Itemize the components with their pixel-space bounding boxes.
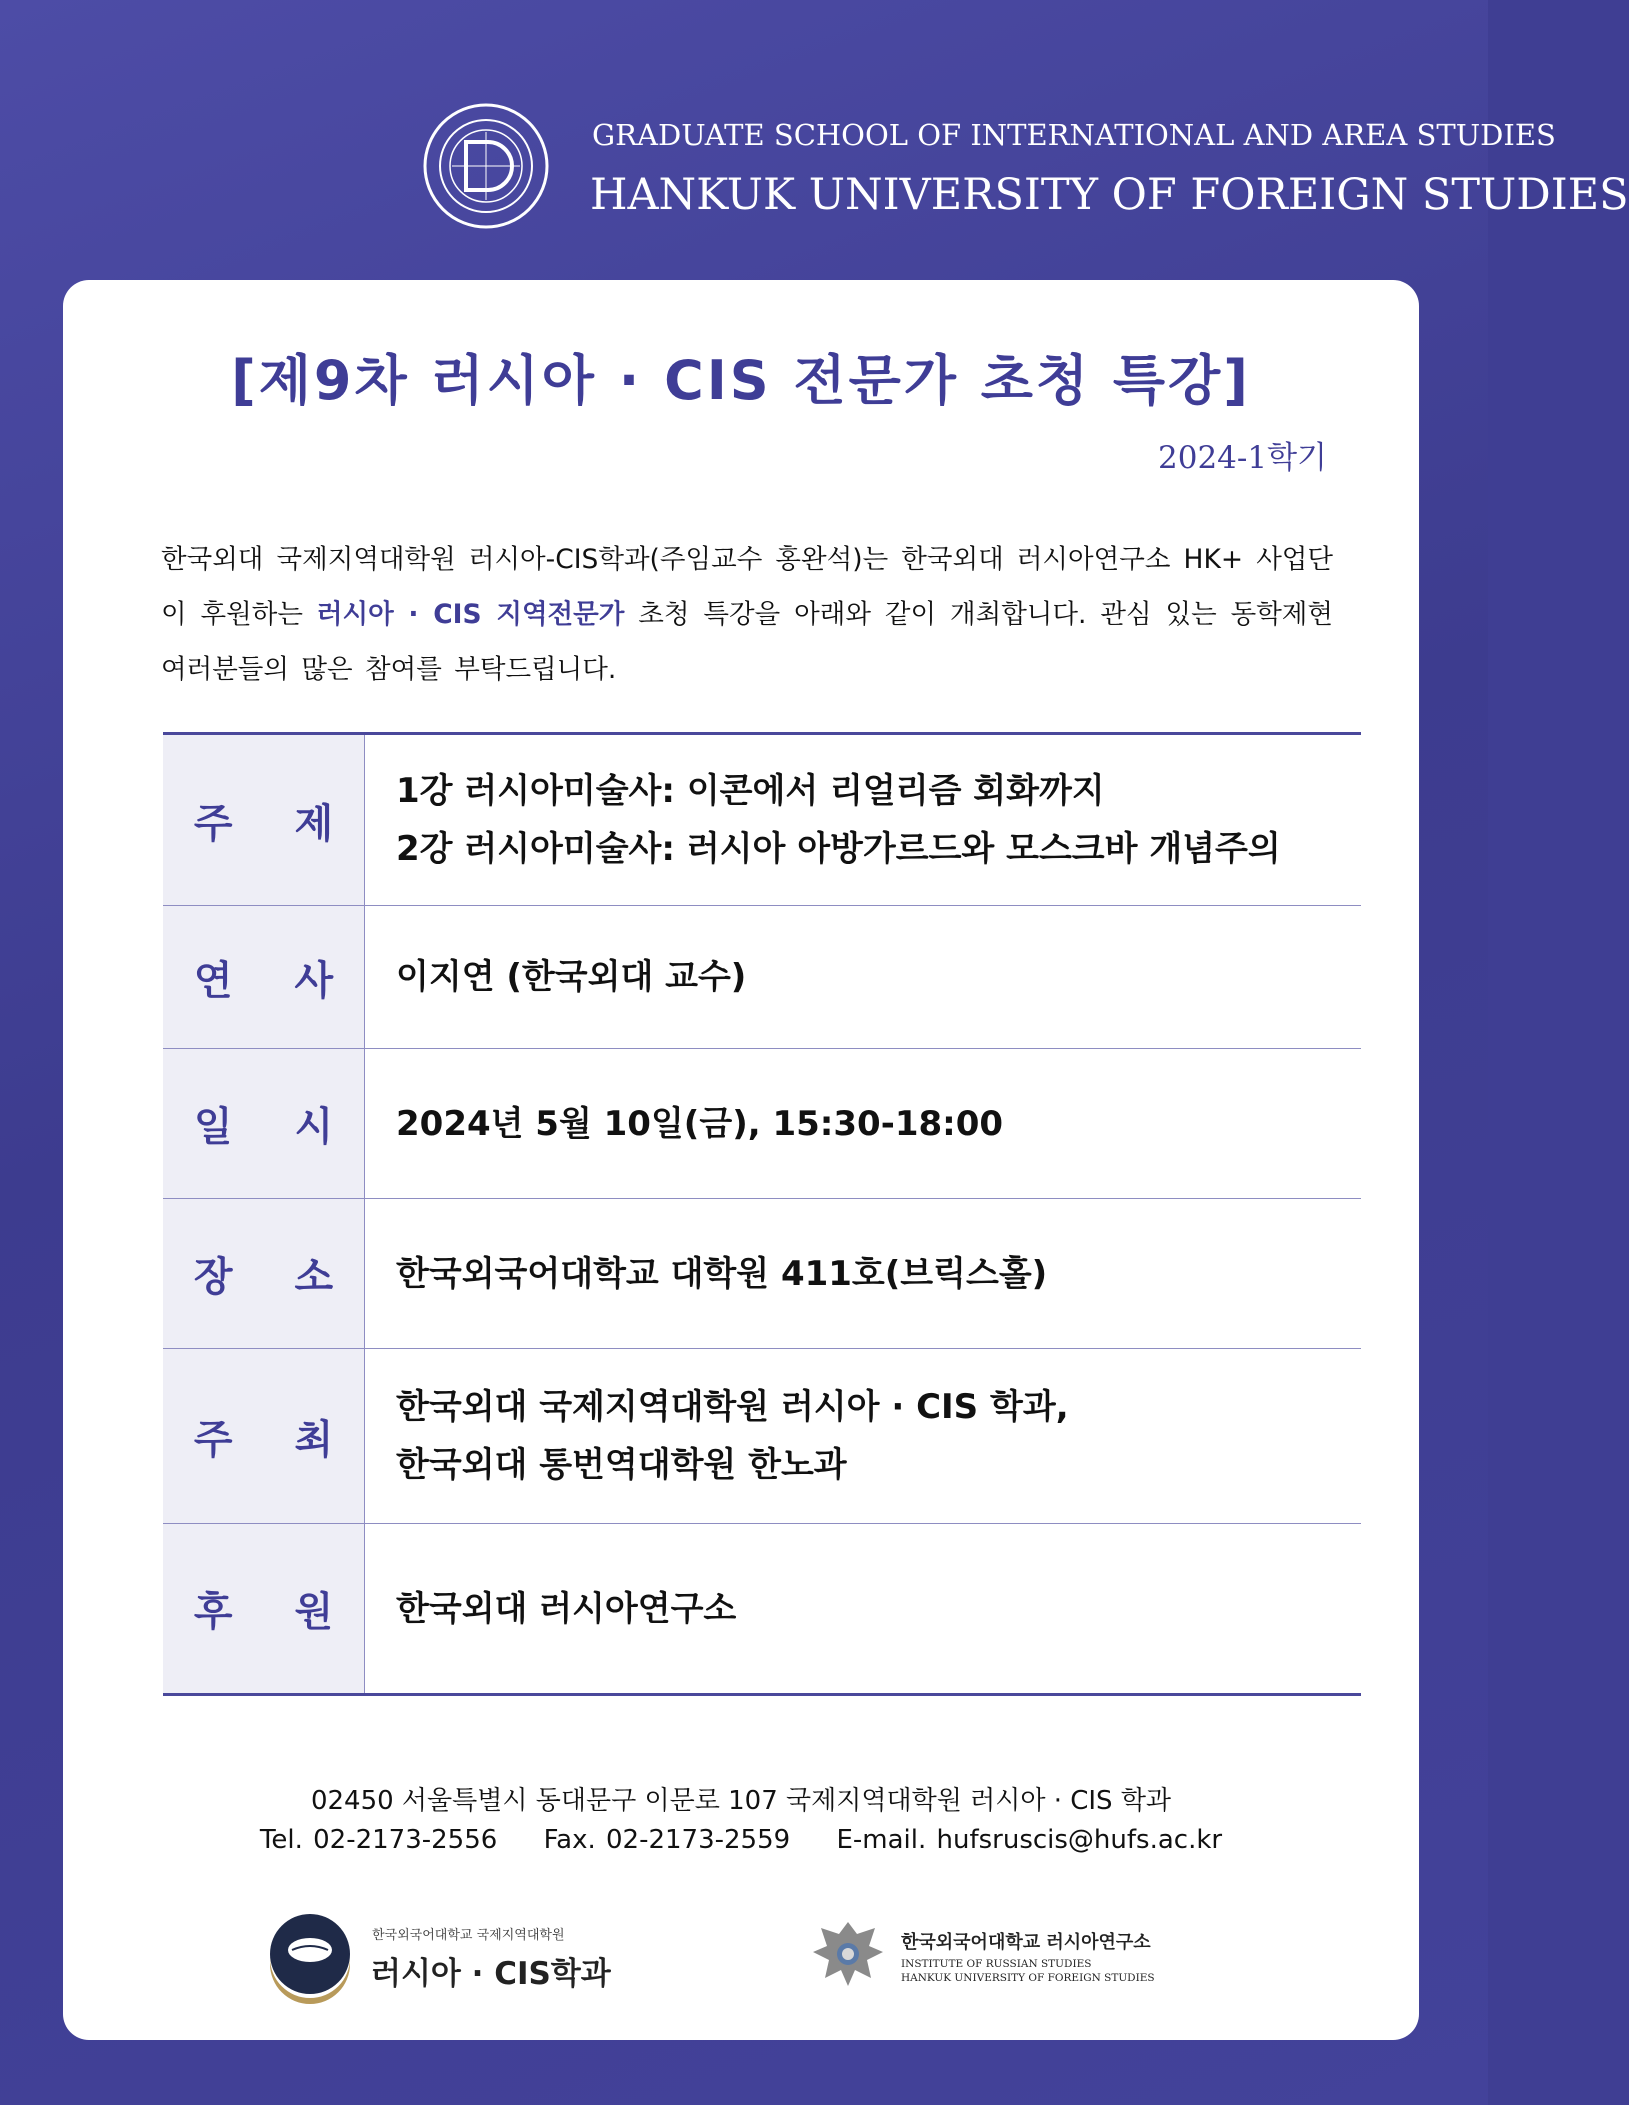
topic-lecture-2: 2강 러시아미술사: 러시아 아방가르드와 모스크바 개념주의 [396,829,1281,869]
poster-card [63,280,1419,2040]
speaker-value: 이지연 (한국외대 교수) [396,957,747,997]
poster-title: [제9차 러시아 · CIS 전문가 초청 특강] [231,349,1251,412]
topic-lecture-1: 1강 러시아미술사: 이콘에서 리얼리즘 회화까지 [396,771,1105,811]
intro-highlight: 러시아 · CIS 지역전문가 [316,599,625,630]
double-headed-eagle-icon [805,1910,891,1996]
table-row-speaker [163,906,1361,1049]
institute-logo [805,1910,1225,2000]
table-row-place [163,1199,1361,1349]
department-logo-subtitle: 한국외국어대학교 국제지역대학원 [372,1928,565,1943]
table-row-sponsor [163,1524,1361,1693]
table-row-host [163,1349,1361,1524]
department-logo [268,1910,611,2000]
header-banner [0,0,1629,280]
footer-tel: Tel. 02-2173-2556 [259,1825,498,1855]
intro-text-1: 한국외대 국제지역대학원 러시아-CIS학과(주임교수 홍완석)는 한국외대 러시아연구소 HK+ 사업단이 후원하는 [161,544,1333,630]
institute-name-korean: 한국외국어대학교 러시아연구소 [901,1932,1151,1953]
intro-text-2: 초청 특강을 아래와 같이 개최합니다. 관심 있는 동학제현 여러분들의 많은 참여를 부탁드립니다. [161,599,1334,685]
date-value: 2024년 5월 10일(금), 15:30-18:00 [396,1103,1004,1144]
host-line-2: 한국외대 통번역대학원 한노과 [396,1445,847,1485]
university-seal-icon [422,102,550,230]
host-label: 주 최 [163,1349,365,1523]
place-label: 장 소 [163,1199,365,1348]
topic-value [396,735,1281,905]
institute-name-english: INSTITUTE OF RUSSIAN STUDIES [901,1958,1092,1970]
department-emblem-icon [268,1912,352,1996]
table-row-date [163,1049,1361,1199]
host-value [396,1349,1069,1523]
place-value: 한국외국어대학교 대학원 411호(브릭스홀) [396,1253,1048,1294]
date-label: 일 시 [163,1049,365,1198]
topic-label: 주 제 [163,735,365,905]
sponsor-value: 한국외대 러시아연구소 [396,1588,737,1629]
host-line-1: 한국외대 국제지역대학원 러시아 · CIS 학과, [396,1387,1069,1427]
footer-contact [63,1825,1419,1855]
sponsor-label: 후 원 [163,1524,365,1693]
university-name: HANKUK UNIVERSITY OF FOREIGN STUDIES [590,170,1629,220]
table-row-topic [163,735,1361,906]
institute-university-english: HANKUK UNIVERSITY OF FOREIGN STUDIES [901,1972,1155,1984]
intro-paragraph [161,532,1333,697]
semester: 2024-1학기 [1158,440,1327,476]
department-logo-title: 러시아 · CIS학과 [371,1956,611,1992]
footer-email: E-mail. hufsruscis@hufs.ac.kr [836,1825,1223,1855]
speaker-label: 연 사 [163,906,365,1048]
table-bottom-rule [163,1693,1361,1696]
footer-fax: Fax. 02-2173-2559 [543,1825,791,1855]
footer-address: 02450 서울특별시 동대문구 이문로 107 국제지역대학원 러시아 · CIS 학과 [310,1786,1172,1816]
school-name: GRADUATE SCHOOL OF INTERNATIONAL AND AREA STUDIES [592,118,1556,152]
